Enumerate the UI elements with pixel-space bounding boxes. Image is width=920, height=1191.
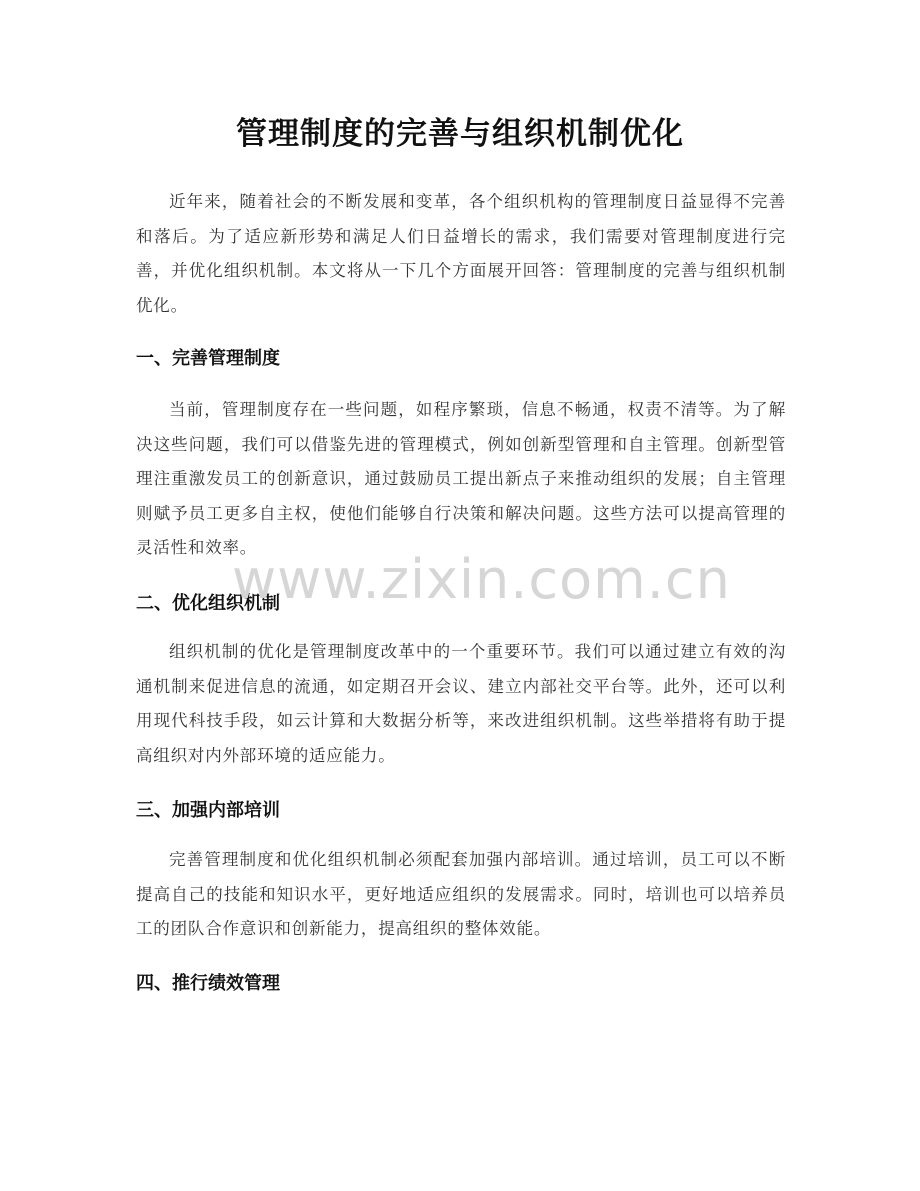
intro-paragraph: 近年来，随着社会的不断发展和变革，各个组织机构的管理制度日益显得不完善和落后。为了适应新形势和满足人们日益增长的需求，我们需要对管理制度进行完善，并优化组织机制。本文将从一下几个方面展开回答：管理制度的完善与组织机制优化。 — [136, 192, 786, 315]
section-2-heading: 二、优化组织机制 — [136, 593, 280, 614]
section-3-heading: 三、加强内部培训 — [136, 800, 280, 821]
section-4-heading: 四、推行绩效管理 — [136, 973, 280, 994]
section-1-body: 当前，管理制度存在一些问题，如程序繁琐，信息不畅通，权责不清等。为了解决这些问题，我们可以借鉴先进的管理模式，例如创新型管理和自主管理。创新型管理注重激发员工的创新意识，通过鼓励员工提出新点子来推动组织的发展；自主管理则赋予员工更多自主权，使他们能够自行决策和解决问题。这些方法可以提高管理的灵活性和效率。 — [136, 400, 786, 557]
section-3-body: 完善管理制度和优化组织机制必须配套加强内部培训。通过培训，员工可以不断提高自己的技能和知识水平，更好地适应组织的发展需求。同时，培训也可以培养员工的团队合作意识和创新能力，提高组织的整体效能。 — [136, 850, 786, 938]
document-title: 管理制度的完善与组织机制优化 — [236, 116, 684, 152]
section-1-heading: 一、完善管理制度 — [136, 348, 280, 369]
section-2-body: 组织机制的优化是管理制度改革中的一个重要环节。我们可以通过建立有效的沟通机制来促进信息的流通，如定期召开会议、建立内部社交平台等。此外，还可以利用现代科技手段，如云计算和大数据分析等，来改进组织机制。这些举措将有助于提高组织对内外部环境的适应能力。 — [136, 642, 786, 765]
watermark: www.zixin.com.cn — [232, 548, 731, 611]
